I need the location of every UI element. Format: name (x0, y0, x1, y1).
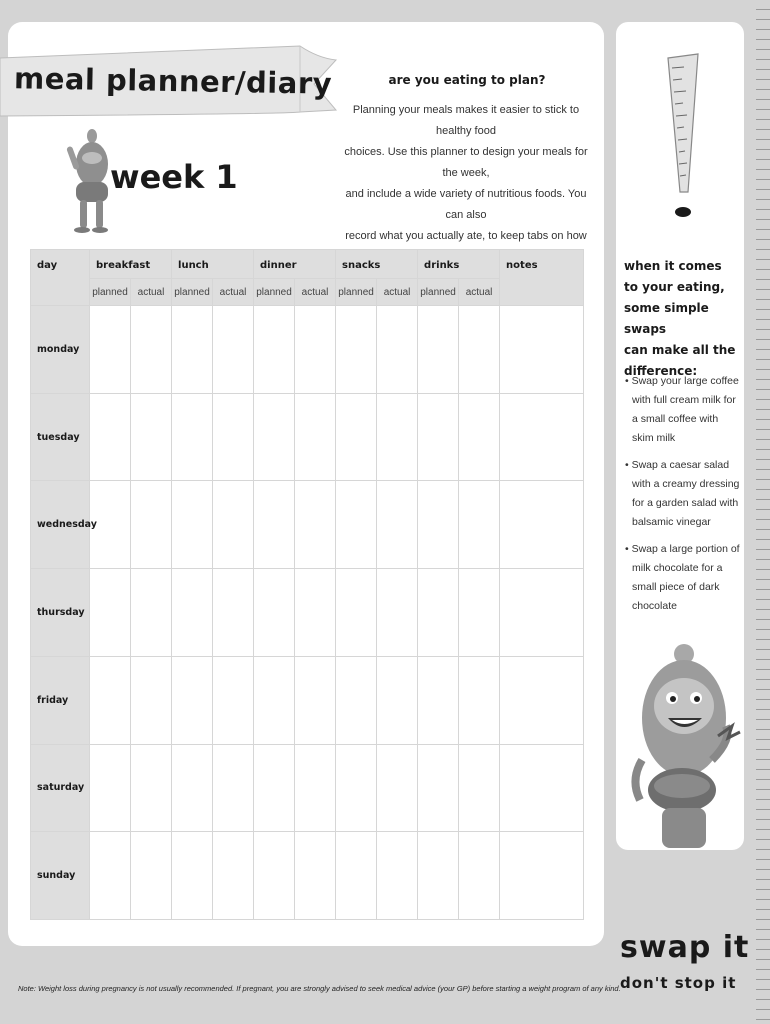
planner-cell[interactable] (336, 656, 377, 744)
planner-cell[interactable] (131, 656, 172, 744)
planner-cell[interactable] (90, 569, 131, 657)
side-ruler-decoration (756, 0, 770, 1024)
planner-cell[interactable] (459, 656, 500, 744)
planned-label: planned (336, 279, 377, 306)
swap-tips-list (624, 372, 742, 624)
notes-cell[interactable] (500, 306, 584, 394)
planner-cell[interactable] (213, 832, 254, 920)
planner-cell[interactable] (172, 393, 213, 481)
table-row-monday (31, 306, 584, 394)
planner-cell[interactable] (295, 744, 336, 832)
swaps-heading (624, 256, 744, 382)
breakfast-header: breakfast (90, 250, 172, 279)
day-label-thursday: thursday (31, 569, 90, 657)
planner-cell[interactable] (131, 393, 172, 481)
planner-cell[interactable] (418, 393, 459, 481)
swaps-heading-line: when it comes (624, 259, 722, 273)
day-header: day (31, 250, 90, 306)
mascot-chef-icon (622, 640, 744, 850)
day-label-tuesday: tuesday (31, 393, 90, 481)
planner-cell[interactable] (90, 306, 131, 394)
planner-cell[interactable] (377, 569, 418, 657)
planner-cell[interactable] (459, 393, 500, 481)
notes-cell[interactable] (500, 832, 584, 920)
planned-label: planned (172, 279, 213, 306)
planner-cell[interactable] (131, 306, 172, 394)
planner-cell[interactable] (295, 569, 336, 657)
planner-cell[interactable] (254, 306, 295, 394)
swap-tip: • Swap a large portion of milk chocolate for a small piece of dark chocolate (625, 543, 740, 612)
planner-cell[interactable] (418, 306, 459, 394)
planner-cell[interactable] (295, 306, 336, 394)
planner-cell[interactable] (254, 744, 295, 832)
planner-cell[interactable] (213, 481, 254, 569)
planner-cell[interactable] (90, 656, 131, 744)
planner-cell[interactable] (377, 306, 418, 394)
table-header-row (31, 250, 584, 279)
week-label: week 1 (110, 158, 238, 196)
day-label-friday: friday (31, 656, 90, 744)
logo-dont-stop-it: don't stop it (620, 974, 737, 992)
planner-cell[interactable] (254, 656, 295, 744)
planner-cell[interactable] (336, 744, 377, 832)
planner-cell[interactable] (295, 393, 336, 481)
planner-cell[interactable] (459, 744, 500, 832)
planner-cell[interactable] (418, 569, 459, 657)
intro-line: Planning your meals makes it easier to stick to healthy food (352, 104, 580, 137)
notes-header: notes (500, 250, 584, 306)
planner-cell[interactable] (172, 656, 213, 744)
notes-cell[interactable] (500, 393, 584, 481)
actual-label: actual (377, 279, 418, 306)
planner-cell[interactable] (213, 306, 254, 394)
planner-cell[interactable] (295, 481, 336, 569)
table-row-sunday (31, 832, 584, 920)
intro-heading: are you eating to plan? (388, 73, 546, 87)
notes-cell[interactable] (500, 744, 584, 832)
planner-cell[interactable] (377, 481, 418, 569)
planner-cell[interactable] (418, 832, 459, 920)
mascot-small-icon (66, 124, 116, 236)
planner-cell[interactable] (254, 569, 295, 657)
intro-line: record what you actually ate, to keep tabs on how (345, 230, 587, 242)
planner-cell[interactable] (459, 832, 500, 920)
notes-cell[interactable] (500, 569, 584, 657)
table-row-saturday (31, 744, 584, 832)
notes-cell[interactable] (500, 481, 584, 569)
planner-cell[interactable] (336, 481, 377, 569)
planner-cell[interactable] (295, 832, 336, 920)
swaps-heading-line: can make all the (624, 343, 736, 357)
planner-cell[interactable] (172, 306, 213, 394)
planner-cell[interactable] (254, 393, 295, 481)
planner-cell[interactable] (172, 744, 213, 832)
actual-label: actual (131, 279, 172, 306)
table-row-friday (31, 656, 584, 744)
table-row-thursday (31, 569, 584, 657)
day-label-saturday: saturday (31, 744, 90, 832)
planned-label: planned (254, 279, 295, 306)
swaps-heading-line: difference: (624, 364, 698, 378)
page-title: meal planner/diary (13, 61, 333, 101)
planner-cell[interactable] (295, 656, 336, 744)
actual-label: actual (295, 279, 336, 306)
day-label-wednesday: wednesday (31, 481, 90, 569)
planner-cell[interactable] (377, 656, 418, 744)
planner-cell[interactable] (336, 569, 377, 657)
exclamation-ruler-icon (660, 52, 704, 224)
planner-cell[interactable] (213, 656, 254, 744)
planner-cell[interactable] (336, 832, 377, 920)
notes-cell[interactable] (500, 656, 584, 744)
pregnancy-footnote: Note: Weight loss during pregnancy is not usually recommended. If pregnant, you are strongly advised to seek medical advice (your GP) before starting a weight program of any kind. (18, 984, 621, 993)
day-label-monday: monday (31, 306, 90, 394)
intro-line: choices. Use this planner to design your meals for the week, (344, 146, 588, 179)
planner-cell[interactable] (459, 569, 500, 657)
planner-cell[interactable] (172, 832, 213, 920)
planned-label: planned (418, 279, 459, 306)
meal-planner-table (30, 249, 584, 920)
swap-tip: • Swap a caesar salad with a creamy dressing for a garden salad with balsamic vinegar (625, 459, 740, 528)
planner-cell[interactable] (90, 393, 131, 481)
planner-cell[interactable] (131, 569, 172, 657)
planner-cell[interactable] (131, 832, 172, 920)
drinks-header: drinks (418, 250, 500, 279)
planner-cell[interactable] (459, 306, 500, 394)
swaps-heading-line: some simple swaps (624, 301, 709, 336)
planner-cell[interactable] (213, 393, 254, 481)
planner-cell[interactable] (336, 393, 377, 481)
planner-cell[interactable] (377, 832, 418, 920)
planner-cell[interactable] (336, 306, 377, 394)
planner-cell[interactable] (254, 481, 295, 569)
planner-cell[interactable] (90, 744, 131, 832)
planner-cell[interactable] (131, 744, 172, 832)
planner-cell[interactable] (172, 569, 213, 657)
day-label-sunday: sunday (31, 832, 90, 920)
swaps-heading-line: to your eating, (624, 280, 725, 294)
table-row-tuesday (31, 393, 584, 481)
table-row-wednesday (31, 481, 584, 569)
swap-tip: • Swap your large coffee with full cream milk for a small coffee with skim milk (625, 375, 739, 444)
planner-cell[interactable] (213, 744, 254, 832)
planned-label: planned (90, 279, 131, 306)
snacks-header: snacks (336, 250, 418, 279)
planner-cell[interactable] (90, 832, 131, 920)
planner-cell[interactable] (418, 744, 459, 832)
actual-label: actual (213, 279, 254, 306)
intro-line: and include a wide variety of nutritious foods. You can also (345, 188, 587, 221)
actual-label: actual (459, 279, 500, 306)
planner-cell[interactable] (254, 832, 295, 920)
planner-cell[interactable] (418, 481, 459, 569)
planner-cell[interactable] (377, 393, 418, 481)
planner-cell[interactable] (172, 481, 213, 569)
planner-cell[interactable] (418, 656, 459, 744)
dinner-header: dinner (254, 250, 336, 279)
lunch-header: lunch (172, 250, 254, 279)
planner-cell[interactable] (131, 481, 172, 569)
planner-cell[interactable] (459, 481, 500, 569)
logo-swap-it: swap it (620, 930, 750, 965)
planner-cell[interactable] (377, 744, 418, 832)
planner-cell[interactable] (213, 569, 254, 657)
